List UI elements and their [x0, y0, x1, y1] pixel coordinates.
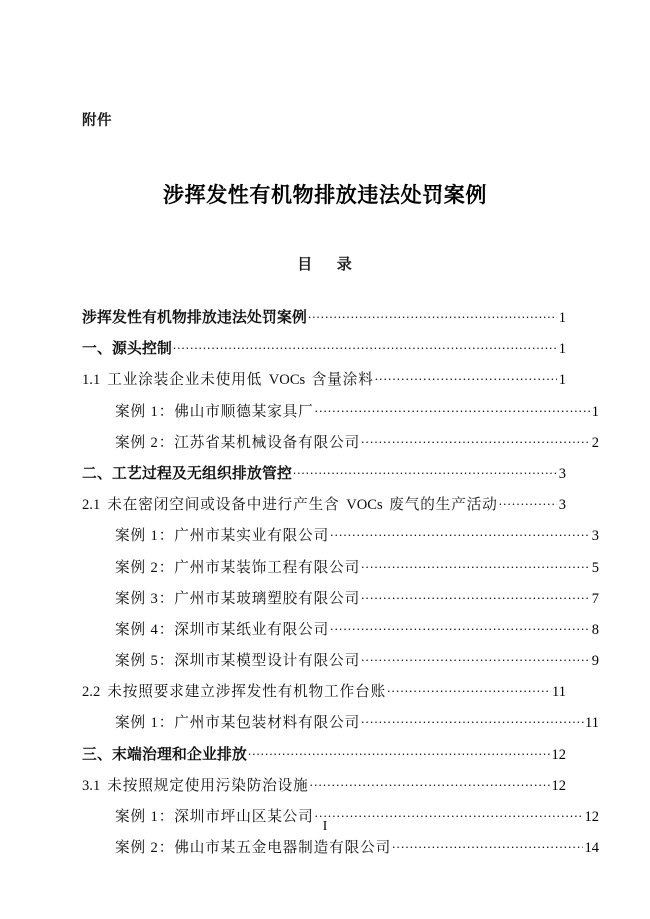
toc-entry-label — [115, 711, 360, 732]
toc-entry[interactable] — [82, 431, 599, 462]
toc-entry-label — [115, 836, 391, 857]
toc-entry[interactable] — [82, 836, 599, 867]
toc-entry-text: 未在密闭空间或设备中进行产生含 VOCs 废气的生产活动 — [107, 497, 498, 514]
toc-dot-leader — [499, 493, 558, 509]
toc-dot-leader — [361, 711, 583, 727]
toc-entry-label — [82, 680, 386, 701]
toc-entry-number: 2.1 — [82, 497, 101, 514]
toc-entry-page-number: 1 — [558, 341, 566, 358]
toc-dot-leader — [173, 337, 557, 353]
toc-entry-page-number: 8 — [591, 621, 599, 638]
toc-entry-page-number: 11 — [585, 715, 599, 732]
toc-entry-page-number: 3 — [558, 465, 566, 482]
toc-dot-leader — [361, 587, 590, 603]
toc-entry-number: 1.1 — [82, 372, 101, 389]
toc-dot-leader — [361, 431, 590, 447]
toc-heading-char-2: 录 — [336, 255, 353, 273]
toc-entry-text: 案例 2：佛山市某五金电器制造有限公司 — [115, 840, 392, 857]
toc-entry-text: 涉挥发性有机物排放违法处罚案例 — [82, 309, 307, 326]
toc-entry-text: 案例 3：广州市某玻璃塑胶有限公司 — [115, 590, 361, 607]
toc-dot-leader — [248, 743, 550, 759]
toc-entry[interactable] — [82, 400, 599, 431]
toc-dot-leader — [293, 462, 557, 478]
toc-entry-label — [82, 493, 498, 514]
toc-entry-text: 案例 5：深圳市某模型设计有限公司 — [115, 653, 361, 670]
toc-entry-label — [82, 368, 374, 389]
toc-entry-page-number: 11 — [552, 684, 566, 701]
toc-dot-leader — [315, 400, 591, 416]
page-footer-number: I — [322, 818, 328, 833]
toc-entry-text: 二、工艺过程及无组织排放管控 — [82, 464, 292, 482]
toc-entry-text: 三、末端治理和企业排放 — [82, 745, 247, 763]
toc-entry[interactable] — [82, 337, 566, 368]
toc-entry[interactable] — [82, 524, 599, 555]
toc-entry-text: 未按照要求建立涉挥发性有机物工作台账 — [107, 684, 387, 701]
toc-dot-leader — [361, 556, 590, 572]
table-of-contents — [82, 306, 599, 867]
toc-entry-text: 案例 2：江苏省某机械设备有限公司 — [115, 434, 361, 451]
toc-entry-page-number: 7 — [591, 590, 599, 607]
toc-entry-text: 案例 4：深圳市某纸业有限公司 — [115, 621, 330, 638]
latin-run: VOCs — [346, 497, 383, 514]
toc-heading-char-1: 目 — [297, 255, 314, 273]
toc-dot-leader — [330, 618, 590, 634]
toc-entry[interactable] — [82, 493, 566, 524]
toc-dot-leader — [387, 680, 550, 696]
toc-entry[interactable] — [82, 680, 566, 711]
toc-entry-label — [82, 306, 307, 327]
toc-entry[interactable] — [82, 774, 566, 805]
toc-entry-page-number: 1 — [558, 310, 566, 326]
toc-heading — [0, 255, 650, 273]
toc-dot-leader — [375, 368, 557, 384]
toc-entry-label — [82, 774, 309, 795]
toc-entry-page-number: 12 — [551, 777, 566, 794]
latin-run: VOCs — [268, 372, 306, 389]
toc-entry[interactable] — [82, 462, 566, 493]
toc-entry-number: 3.1 — [82, 777, 101, 794]
toc-entry-text: 工业涂装企业未使用低 VOCs 含量涂料 — [107, 372, 374, 389]
toc-entry-text: 一、源头控制 — [82, 340, 172, 358]
toc-entry-page-number: 3 — [591, 528, 599, 545]
toc-entry[interactable] — [82, 556, 599, 587]
toc-entry-page-number: 1 — [591, 403, 599, 420]
toc-entry[interactable] — [82, 587, 599, 618]
toc-entry[interactable] — [82, 711, 599, 742]
toc-entry-label — [115, 618, 329, 639]
toc-dot-leader — [310, 774, 550, 790]
toc-entry-label — [82, 462, 292, 483]
toc-entry-page-number: 9 — [591, 653, 599, 670]
toc-entry-label — [115, 524, 329, 545]
toc-entry-page-number: 2 — [591, 434, 599, 451]
toc-entry-page-number: 14 — [584, 840, 599, 857]
toc-entry-page-number: 12 — [584, 809, 599, 825]
toc-entry-page-number: 12 — [551, 746, 566, 763]
toc-entry-page-number: 3 — [558, 497, 566, 514]
toc-entry-label — [82, 337, 172, 358]
toc-entry-text: 案例 1：深圳市坪山区某公司 — [115, 809, 314, 825]
attachment-label: 附件 — [82, 113, 112, 129]
toc-entry-label — [82, 743, 247, 764]
toc-dot-leader — [392, 836, 583, 852]
page-title: 涉挥发性有机物排放违法处罚案例 — [163, 182, 487, 207]
toc-dot-leader — [361, 649, 590, 665]
toc-entry-number: 2.2 — [82, 684, 101, 701]
toc-entry-label — [115, 431, 360, 452]
toc-entry[interactable] — [82, 743, 566, 774]
toc-entry-text: 未按照规定使用污染防治设施 — [107, 777, 309, 794]
toc-entry-label — [115, 649, 360, 670]
toc-entry[interactable] — [82, 618, 599, 649]
toc-entry-text: 案例 1：广州市某实业有限公司 — [115, 528, 330, 545]
toc-entry-text: 案例 1：广州市某包装材料有限公司 — [115, 715, 361, 732]
toc-entry-page-number: 5 — [591, 559, 599, 576]
toc-entry[interactable] — [82, 649, 599, 680]
toc-entry-text: 案例 1：佛山市顺德某家具厂 — [115, 403, 314, 420]
toc-dot-leader — [330, 524, 590, 540]
toc-entry-label — [115, 587, 360, 608]
toc-entry-page-number: 1 — [558, 372, 566, 389]
toc-entry-label — [115, 556, 360, 577]
toc-entry-label — [115, 400, 314, 421]
toc-entry[interactable] — [82, 306, 566, 337]
toc-dot-leader — [308, 306, 557, 322]
toc-entry[interactable] — [82, 368, 566, 399]
toc-entry-text: 案例 2：广州市某装饰工程有限公司 — [115, 559, 361, 576]
